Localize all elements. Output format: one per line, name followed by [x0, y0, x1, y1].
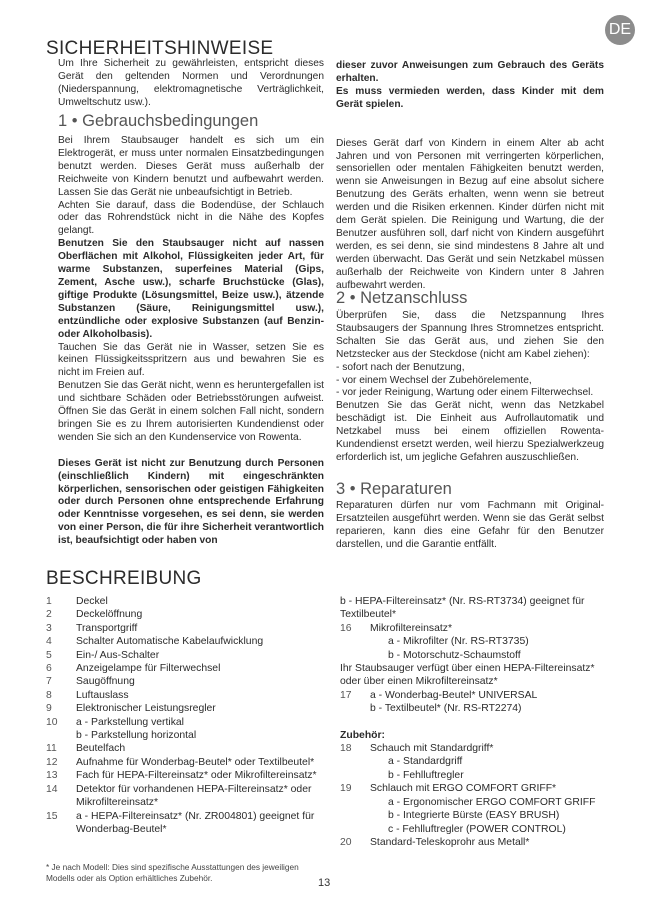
item-text: Saugöffnung: [76, 676, 135, 688]
s2-list-item-1: - sofort nach der Benutzung,: [336, 361, 465, 373]
s2-paragraph-1: Überprüfen Sie, dass die Netzspannung Ihres Staubsaugers der Spannung Ihres Stromnetzes entspricht. Schalten Sie das Gerät aus, und ziehen Sie den Netzstecker aus der Steckdose (nicht am Kabel ziehen):: [336, 310, 604, 360]
item-number: 13: [46, 770, 58, 782]
list-item: [46, 689, 331, 702]
list-item-20: [340, 836, 615, 849]
section-1-left: [58, 135, 324, 548]
item-text: Fach für HEPA-Filtereinsatz* oder Mikrofiltereinsatz*: [76, 770, 317, 782]
item-text: Aufnahme für Wonderbag-Beutel* oder Textilbeutel*: [76, 756, 315, 768]
item-number: 2: [46, 609, 52, 621]
list-item-19b: b - Integrierte Bürste (EASY BRUSH): [388, 810, 560, 822]
description-left-list: [46, 595, 331, 836]
item-text: Mikrofiltereinsatz*: [370, 622, 452, 634]
item-number: 3: [46, 622, 52, 634]
list-item: [46, 716, 331, 729]
item-number: 19: [340, 783, 352, 795]
list-item: [46, 783, 331, 810]
list-item-18b: b - Fehlluftregler: [388, 769, 464, 781]
item-text: Detektor für vorhandenen HEPA-Filtereinsatz* oder Mikrofiltereinsatz*: [76, 783, 312, 809]
section-2-title: 2 • Netzanschluss: [336, 289, 468, 307]
list-item-19c: c - Fehlluftregler (POWER CONTROL): [388, 823, 566, 835]
s1-paragraph-2: Achten Sie darauf, dass die Bodendüse, der Schlauch oder das Rohrendstück nicht in die Nähe des Kopfes gelangt.: [58, 199, 324, 237]
section-1-title: 1 • Gebrauchsbedingungen: [58, 112, 259, 130]
list-item: [46, 622, 331, 635]
s1-warning-children: Es muss vermieden werden, dass Kinder mit dem Gerät spielen.: [336, 85, 604, 110]
item-text: a - HEPA-Filtereinsatz* (Nr. ZR004801) geeignet für Wonderbag-Beutel*: [76, 810, 315, 835]
section-1-right: [336, 60, 604, 293]
list-item: [46, 769, 331, 782]
s2-list-item-3: - vor jeder Reinigung, Wartung oder einem Filterwechsel.: [336, 387, 594, 399]
item-text: a - Wonderbag-Beutel* UNIVERSAL: [370, 689, 538, 701]
accessories-label: Zubehör:: [340, 729, 386, 741]
list-item: [46, 608, 331, 621]
item-text: Transportgriff: [76, 622, 138, 634]
list-item: [46, 649, 331, 662]
item-text: Standard-Teleskoprohr aus Metall*: [370, 836, 530, 848]
s1-warning-continued: dieser zuvor Anweisungen zum Gebrauch des Geräts erhalten.: [336, 60, 604, 84]
item-text: Anzeigelampe für Filterwechsel: [76, 663, 221, 675]
item-number: 1: [46, 596, 52, 607]
item-number: 17: [340, 689, 352, 701]
section-3-body: [336, 500, 604, 552]
description-title: BESCHREIBUNG: [46, 568, 202, 589]
item-number: 20: [340, 836, 352, 848]
item-text: b - Parkstellung horizontal: [76, 730, 197, 742]
item-number: 15: [46, 810, 58, 822]
description-right-list: [340, 595, 615, 849]
list-item: [46, 702, 331, 715]
item-number: 9: [46, 703, 52, 715]
list-item-16: [340, 622, 615, 635]
list-item-17a: [340, 689, 615, 702]
item-number: 4: [46, 636, 52, 648]
list-item-16a: a - Mikrofilter (Nr. RS-RT3735): [388, 636, 529, 648]
item-number: 10: [46, 716, 58, 728]
section-2-body: [336, 310, 604, 465]
item-text: a - Parkstellung vertikal: [76, 716, 184, 728]
s2-paragraph-2: Benutzen Sie das Gerät nicht, wenn das Netzkabel beschädigt ist. Die Einheit aus Aufrollautomatik und Netzkabel muss bei einem offiziellen Rowenta-Kundendienst ersetzt werden, weil hierzu Spezialwerkzeug erforderlich ist, um jegliche Gefahren auszuschließen.: [336, 400, 604, 463]
item-text: Luftauslass: [76, 689, 129, 701]
item-number: 18: [340, 743, 352, 755]
item-number: 6: [46, 663, 52, 675]
safety-intro: Um Ihre Sicherheit zu gewährleisten, entspricht dieses Gerät den geltenden Normen und Verordnungen (Niederspannung, elektromagnetische Verträglichkeit, Umweltschutz usw.).: [58, 58, 324, 108]
item-number: 8: [46, 689, 52, 701]
s1-paragraph-children-age: Dieses Gerät darf von Kindern in einem Alter ab acht Jahren und von Personen mit verringerten körperlichen, sensoriellen oder mentalen Fähigkeiten benutzt werden, wenn sie Anweisungen in Bezug auf eine absolut sichere Benutzung des Geräts erhalten, wenn wenn sie betreut werden und die Risiken erkennen. Kinder dürfen nicht mit dem Gerät spielen. Die Reinigung und Wartung, die der Benutzer ausführen soll, darf nicht von Kindern ausgeführt werden, es sei denn, sie sind mindestens 8 Jahre alt und werden überwacht. Das Gerät und sein Netzkabel müssen außerhalb der Reichweite von Kindern unter 8 Jahren aufbewahrt werden.: [336, 137, 604, 291]
item-text: Deckel: [76, 596, 108, 607]
list-item-15b: b - HEPA-Filtereinsatz* (Nr. RS-RT3734) geeignet für Textilbeutel*: [340, 596, 585, 621]
safety-intro-block: [58, 58, 324, 110]
s1-paragraph-1: Bei Ihrem Staubsauger handelt es sich um ein Elektrogerät, er muss unter normalen Einsatzbedingungen benutzt werden. Dieses Gerät muss außerhalb der Reichweite von Kindern benutzt und aufbewahrt werden. Lassen Sie das Gerät nie unbeaufsichtigt in Betrieb.: [58, 135, 324, 198]
list-item: [46, 675, 331, 688]
list-item-18: [340, 742, 615, 755]
item-text: Elektronischer Leistungsregler: [76, 703, 216, 715]
s1-warning-persons: Dieses Gerät ist nicht zur Benutzung durch Personen (einschließlich Kindern) mit eingeschränkten körperlichen, sensorischen oder geistigen Fähigkeiten oder durch Personen ohne entsprechende Erfahrung oder Kenntnisse vorgesehen, es sei denn, sie werden von einer Person, die für ihre Sicherheit verantwortlich ist, beaufsichtigt oder haben von: [58, 457, 324, 547]
item-number: 12: [46, 756, 58, 768]
item-text: Schauch mit Standardgriff*: [370, 743, 494, 755]
list-item-19a: a - Ergonomischer ERGO COMFORT GRIFF: [388, 796, 596, 808]
list-item-16b: b - Motorschutz-Schaumstoff: [388, 649, 521, 661]
item-number: 5: [46, 649, 52, 661]
list-item: [46, 742, 331, 755]
list-item-19: [340, 782, 615, 795]
section-3-title: 3 • Reparaturen: [336, 480, 452, 498]
safety-title: SICHERHEITSHINWEISE: [46, 38, 274, 59]
filter-note: Ihr Staubsauger verfügt über einen HEPA-Filtereinsatz* oder über einen Mikrofiltereinsatz*: [340, 663, 595, 688]
page-number: 13: [318, 877, 331, 889]
s2-list-item-2: - vor einem Wechsel der Zubehörelemente,: [336, 374, 532, 386]
footnote: * Je nach Modell: Dies sind spezifische Ausstattungen des jeweiligen Modells oder als Option erhältliches Zubehör.: [46, 862, 299, 883]
list-item-17b: b - Textilbeutel* (Nr. RS-RT2274): [370, 703, 522, 715]
item-text: Beutelfach: [76, 743, 126, 755]
item-text: Schlauch mit ERGO COMFORT GRIFF*: [370, 783, 557, 795]
item-text: Ein-/ Aus-Schalter: [76, 649, 160, 661]
s1-paragraph-4: Tauchen Sie das Gerät nie in Wasser, setzen Sie es keinen Flüssigkeitsspritzern aus und bewahren Sie es nicht im Freien auf.: [58, 341, 324, 379]
item-number: 16: [340, 622, 352, 634]
list-item: [46, 635, 331, 648]
list-item: [46, 662, 331, 675]
item-text: Schalter Automatische Kabelaufwicklung: [76, 636, 264, 648]
list-item: [46, 756, 331, 769]
language-badge: DE: [605, 15, 635, 45]
item-text: Deckelöffnung: [76, 609, 143, 621]
item-number: 14: [46, 783, 58, 795]
s1-paragraph-5: Benutzen Sie das Gerät nicht, wenn es heruntergefallen ist und sichtbare Schäden oder Betriebsstörungen aufweist. Öffnen Sie das Gerät in einem solchen Fall nicht, sondern bringen Sie es zu Ihrem autorisierten Kundendienst oder wenden Sie sich an den Kundenservice von Rowenta.: [58, 380, 324, 443]
s3-paragraph-1: Reparaturen dürfen nur vom Fachmann mit Original-Ersatzteilen ausgeführt werden. Wenn sie das Gerät selbst reparieren, kann dies eine Gefahr für den Benutzer darstellen, und die Garantie entfällt.: [336, 500, 604, 550]
s1-warning-substances: Benutzen Sie den Staubsauger nicht auf nassen Oberflächen mit Alkohol, Flüssigkeiten jeder Art, für warme Substanzen, superfeines Material (Gips, Zement, Asche usw.), scharfe Bruchstücke (Glas), giftige Produkte (Lösungsmittel, Beize usw.), ätzende Substanzen (Säure, Reinigungsmittel usw.), entzündliche oder explosive Substanzen (auf Benzin- oder Alkoholbasis).: [58, 238, 324, 340]
list-item: [46, 810, 331, 837]
list-item: [46, 595, 331, 608]
list-item-18a: a - Standardgriff: [388, 756, 463, 768]
item-number: 11: [46, 743, 57, 755]
list-item: [46, 729, 331, 742]
item-number: 7: [46, 676, 52, 688]
